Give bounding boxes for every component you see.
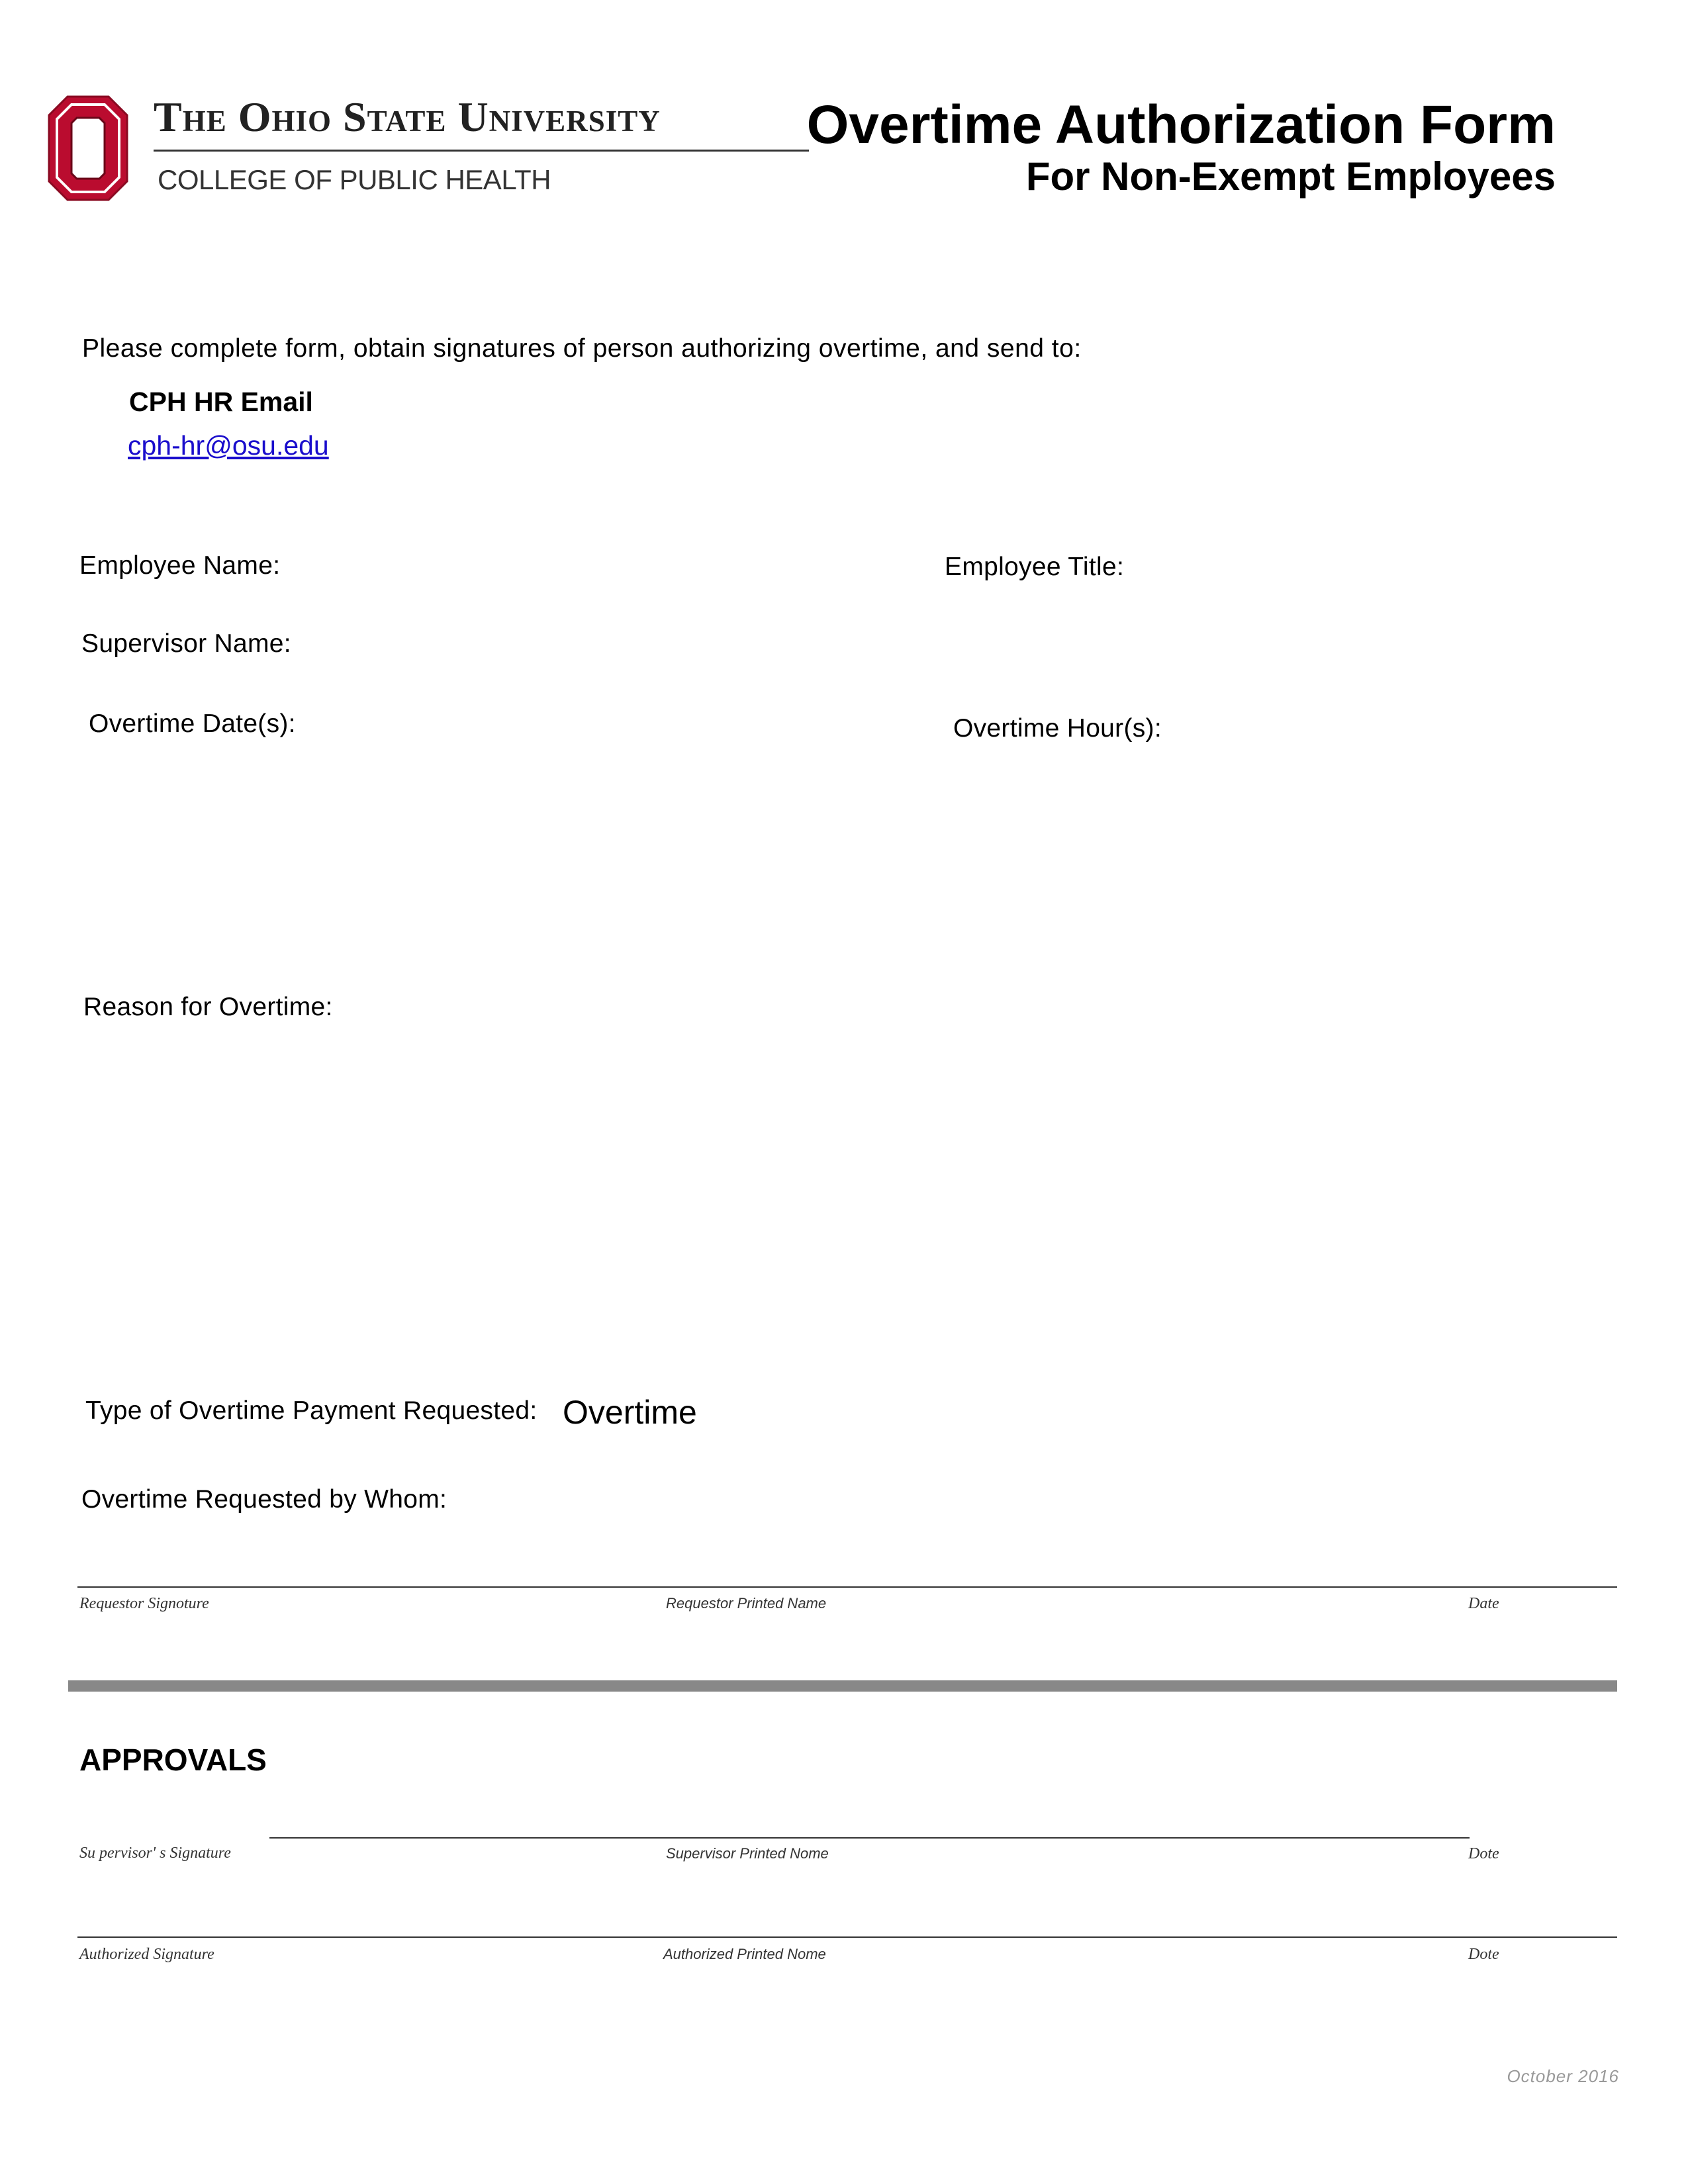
payment-type-value[interactable]: Overtime bbox=[563, 1394, 697, 1431]
supervisor-name-label: Supervisor Name: bbox=[81, 629, 291, 658]
revision-date: October 2016 bbox=[1507, 2066, 1619, 2086]
requestor-signature-caption: Requestor Signoture bbox=[79, 1595, 209, 1612]
instructions-text: Please complete form, obtain signatures of person authorizing overtime, and send to: bbox=[82, 334, 1082, 363]
employee-title-label: Employee Title: bbox=[945, 553, 1125, 581]
supervisor-signature-line[interactable] bbox=[269, 1837, 1470, 1839]
payment-type-label: Type of Overtime Payment Requested: bbox=[85, 1396, 538, 1425]
overtime-hours-label: Overtime Hour(s): bbox=[953, 714, 1162, 743]
requested-by-label: Overtime Requested by Whom: bbox=[81, 1485, 447, 1514]
supervisor-printed-name-caption: Supervisor Printed Nome bbox=[666, 1845, 829, 1862]
authorized-signature-line[interactable] bbox=[77, 1936, 1617, 1938]
requestor-printed-name-caption: Requestor Printed Name bbox=[666, 1595, 827, 1612]
requestor-signature-line[interactable] bbox=[77, 1586, 1617, 1588]
approvals-heading: APPROVALS bbox=[79, 1743, 267, 1777]
logo-rule bbox=[154, 150, 809, 152]
authorized-printed-name-caption: Authorized Printed Nome bbox=[663, 1946, 826, 1962]
supervisor-signature-caption: Su pervisor' s Signature bbox=[79, 1844, 231, 1862]
section-divider bbox=[68, 1680, 1617, 1692]
form-subtitle: For Non-Exempt Employees bbox=[1025, 154, 1556, 199]
employee-name-label: Employee Name: bbox=[79, 551, 281, 580]
reason-label: Reason for Overtime: bbox=[83, 993, 333, 1021]
supervisor-date-caption: Dote bbox=[1468, 1845, 1499, 1862]
form-title: Overtime Authorization Form bbox=[806, 95, 1556, 155]
university-wordmark: The Ohio State University bbox=[154, 93, 661, 140]
authorized-date-caption: Dote bbox=[1468, 1946, 1499, 1963]
hr-email-link[interactable]: cph-hr@osu.edu bbox=[128, 430, 329, 461]
requestor-date-caption: Date bbox=[1468, 1595, 1499, 1612]
block-o-logo-icon bbox=[48, 95, 128, 201]
overtime-dates-label: Overtime Date(s): bbox=[89, 709, 296, 738]
college-name: COLLEGE OF PUBLIC HEALTH bbox=[158, 164, 551, 195]
hr-email-label: CPH HR Email bbox=[129, 387, 313, 417]
authorized-signature-caption: Authorized Signature bbox=[79, 1946, 214, 1963]
